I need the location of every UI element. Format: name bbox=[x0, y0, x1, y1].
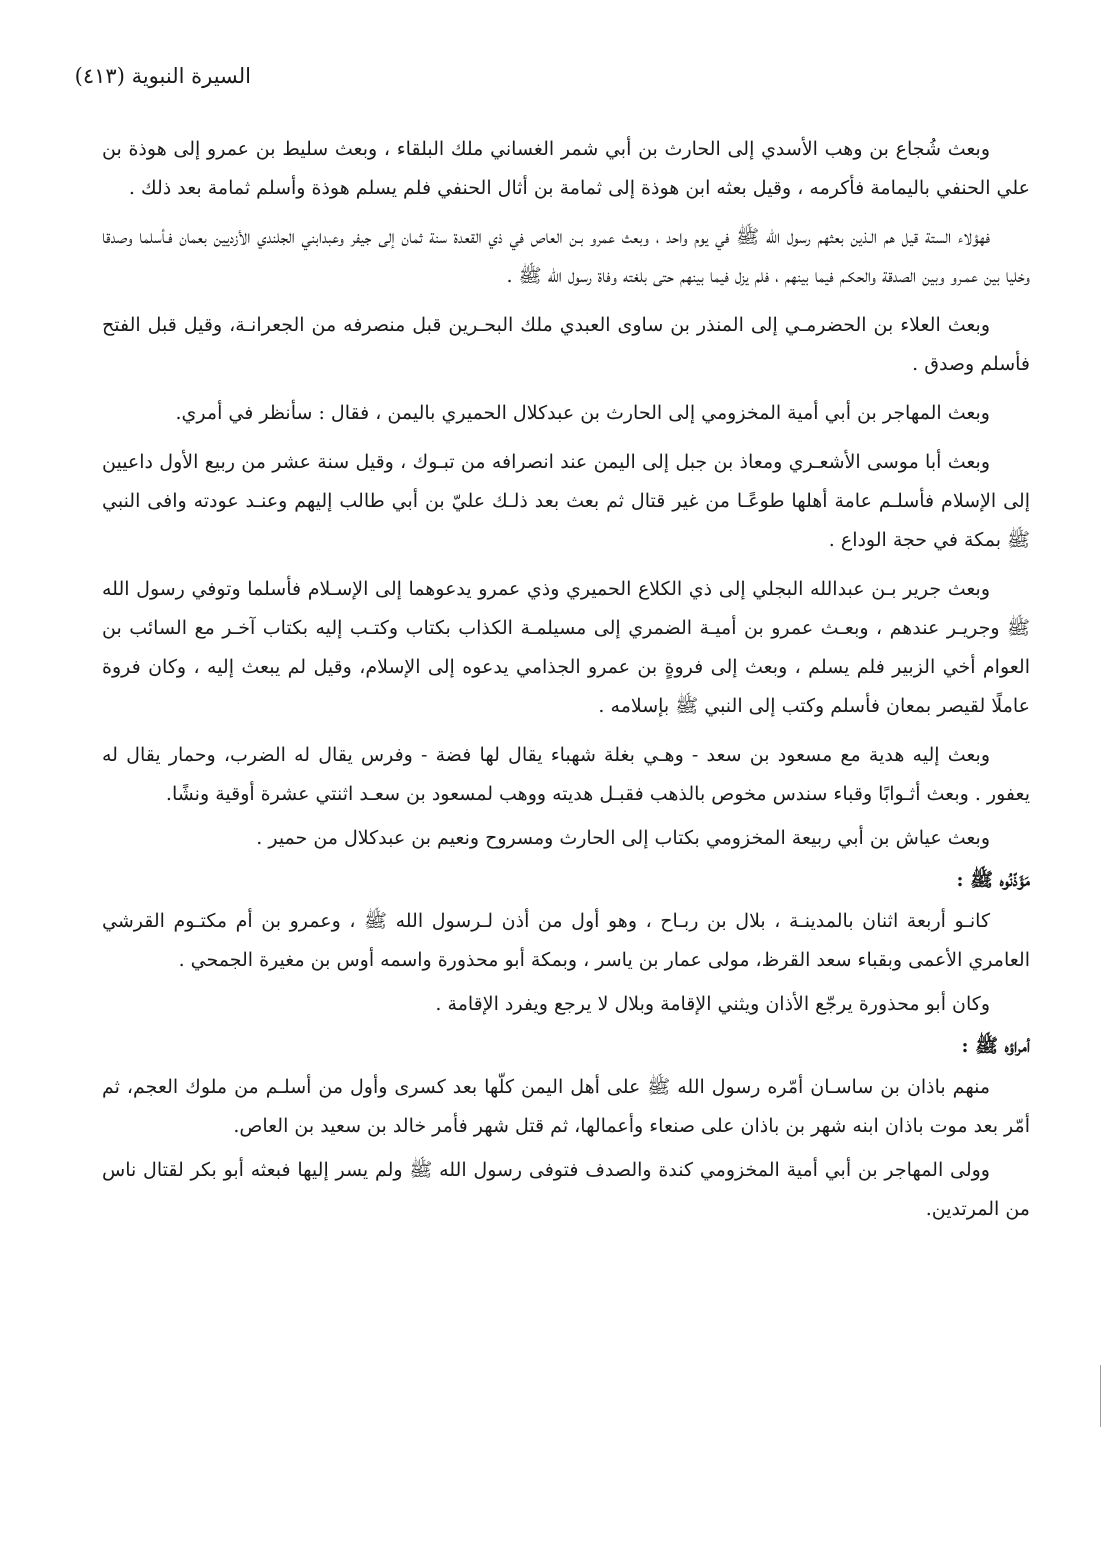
paragraph-abu-musa-muadh: وبعث أبا موسى الأشعـري ومعاذ بن جبل إلى اليمن عند انصرافه من تبـوك ، وقيل سنة عشر من ربيع الأول داعيين إلى الإسلام فأسلـم عامة أهلها طوعًـا من غير قتال ثم بعث بعد ذلـك عليّ بن أبي طالب إليهم وعنـد عودته وافى النبي ﷺ بمكة في حجة الوداع . bbox=[102, 451, 1030, 551]
margin-line bbox=[1100, 1365, 1101, 1427]
paragraph-muhajir: وبعث المهاجر بن أبي أمية المخزومي إلى الحارث بن عبدكلال الحميري باليمن ، فقال : سأنظر في أمري. bbox=[175, 402, 990, 424]
paragraph-six-envoys: فهؤلاء الستة قيل هم الـذين بعثهم رسول الله ﷺ في يوم واحد ، وبعث عمرو بـن العاص في ذي القعدة سنة ثمان إلى جيفر وعبدابني الجلندي الأزديين بعمان فـأسلما وصدقا وخليا بين عمـرو وبين الصدقة والحكـم فيما بينهم ، فلم يزل فيما بينهم حتى بلغته وفاة رسول الله ﷺ . bbox=[102, 226, 1030, 287]
page-body bbox=[102, 130, 1030, 1234]
paragraph-gift: وبعث إليه هدية مع مسعود بن سعد - وهـي بغلة شهباء يقال لها فضة - وفرس يقال له الضرب، وحمار يقال له يعفور . وبعث أثـوابًا وقباء سندس مخوص بالذهب فقبـل هديته ووهب لمسعود بن سعـد اثنتي عشرة أوقية ونشًا. bbox=[102, 744, 1030, 805]
section-heading-umara: أمراؤه ﷺ : bbox=[961, 1035, 1030, 1057]
paragraph-envoys-shuja-salit: وبعث شُجاع بن وهب الأسدي إلى الحارث بن أبي شمر الغساني ملك البلقاء ، وبعث سليط بن عمرو إلى هوذة بن علي الحنفي باليمامة فأكرمه ، وقيل بعثه ابن هوذة إلى ثمامة بن أثال الحنفي فلم يسلم هوذة وأسلم ثمامة بعد ذلك . bbox=[102, 138, 1030, 199]
running-header: السيرة النبوية (٤١٣) bbox=[74, 64, 251, 88]
paragraph-abu-mahdhura: وكان أبو محذورة يرجّع الأذان ويثني الإقامة وبلال لا يرجع ويفرد الإقامة . bbox=[435, 993, 990, 1015]
paragraph-muhajir-kinda: وولى المهاجر بن أبي أمية المخزومي كندة والصدف فتوفى رسول الله ﷺ ولم يسر إليها فبعثه أبو بكر لقتال ناس من المرتدين. bbox=[102, 1159, 1030, 1220]
section-heading-muadhdhin: مَؤَذّنُوه ﷺ : bbox=[956, 869, 1030, 891]
paragraph-badhan: منهم باذان بن ساسـان أمّره رسول الله ﷺ على أهل اليمن كلّها بعد كسرى وأول من أسلـم من ملوك العجم، ثم أمّر بعد موت باذان ابنه شهر بن باذان على صنعاء وأعمالها، ثم قتل شهر فأمر خالد بن سعيد بن العاص. bbox=[102, 1076, 1030, 1137]
paragraph-muadhdhin-list: كانـو أربعة اثنان بالمدينـة ، بلال بن ربـاح ، وهو أول من أذن لـرسول الله ﷺ ، وعمرو بن أم مكتـوم القرشي العامري الأعمى وبقباء سعد القرظ، مولى عمار بن ياسر ، وبمكة أبو محذورة واسمه أوس بن مغيرة الجمحي . bbox=[102, 910, 1030, 971]
paragraph-jarir: وبعث جرير بـن عبدالله البجلي إلى ذي الكلاع الحميري وذي عمرو يدعوهما إلى الإسـلام فأسلما وتوفي رسول الله ﷺ وجريـر عندهم ، وبعـث عمرو بن أميـة الضمري إلى مسيلمـة الكذاب بكتاب وكتـب إليه بكتاب آخـر مع السائب بن العوام أخي الزبير فلم يسلم ، وبعث إلى فروةٍ بن عمرو الجذامي يدعوه إلى الإسلام، وقيل لم يبعث إليه ، وكان فروة عاملًا لقيصر بمعان فأسلم وكتب إلى النبي ﷺ بإسلامه . bbox=[102, 578, 1030, 717]
paragraph-ala-hadrami: وبعث العلاء بن الحضرمـي إلى المنذر بن ساوى العبدي ملك البحـرين قبل منصرفه من الجعرانـة، وقيل قبل الفتح فأسلم وصدق . bbox=[102, 314, 1030, 375]
paragraph-ayyash: وبعث عياش بن أبي ربيعة المخزومي بكتاب إلى الحارث ومسروح ونعيم بن عبدكلال من حمير . bbox=[256, 827, 990, 849]
